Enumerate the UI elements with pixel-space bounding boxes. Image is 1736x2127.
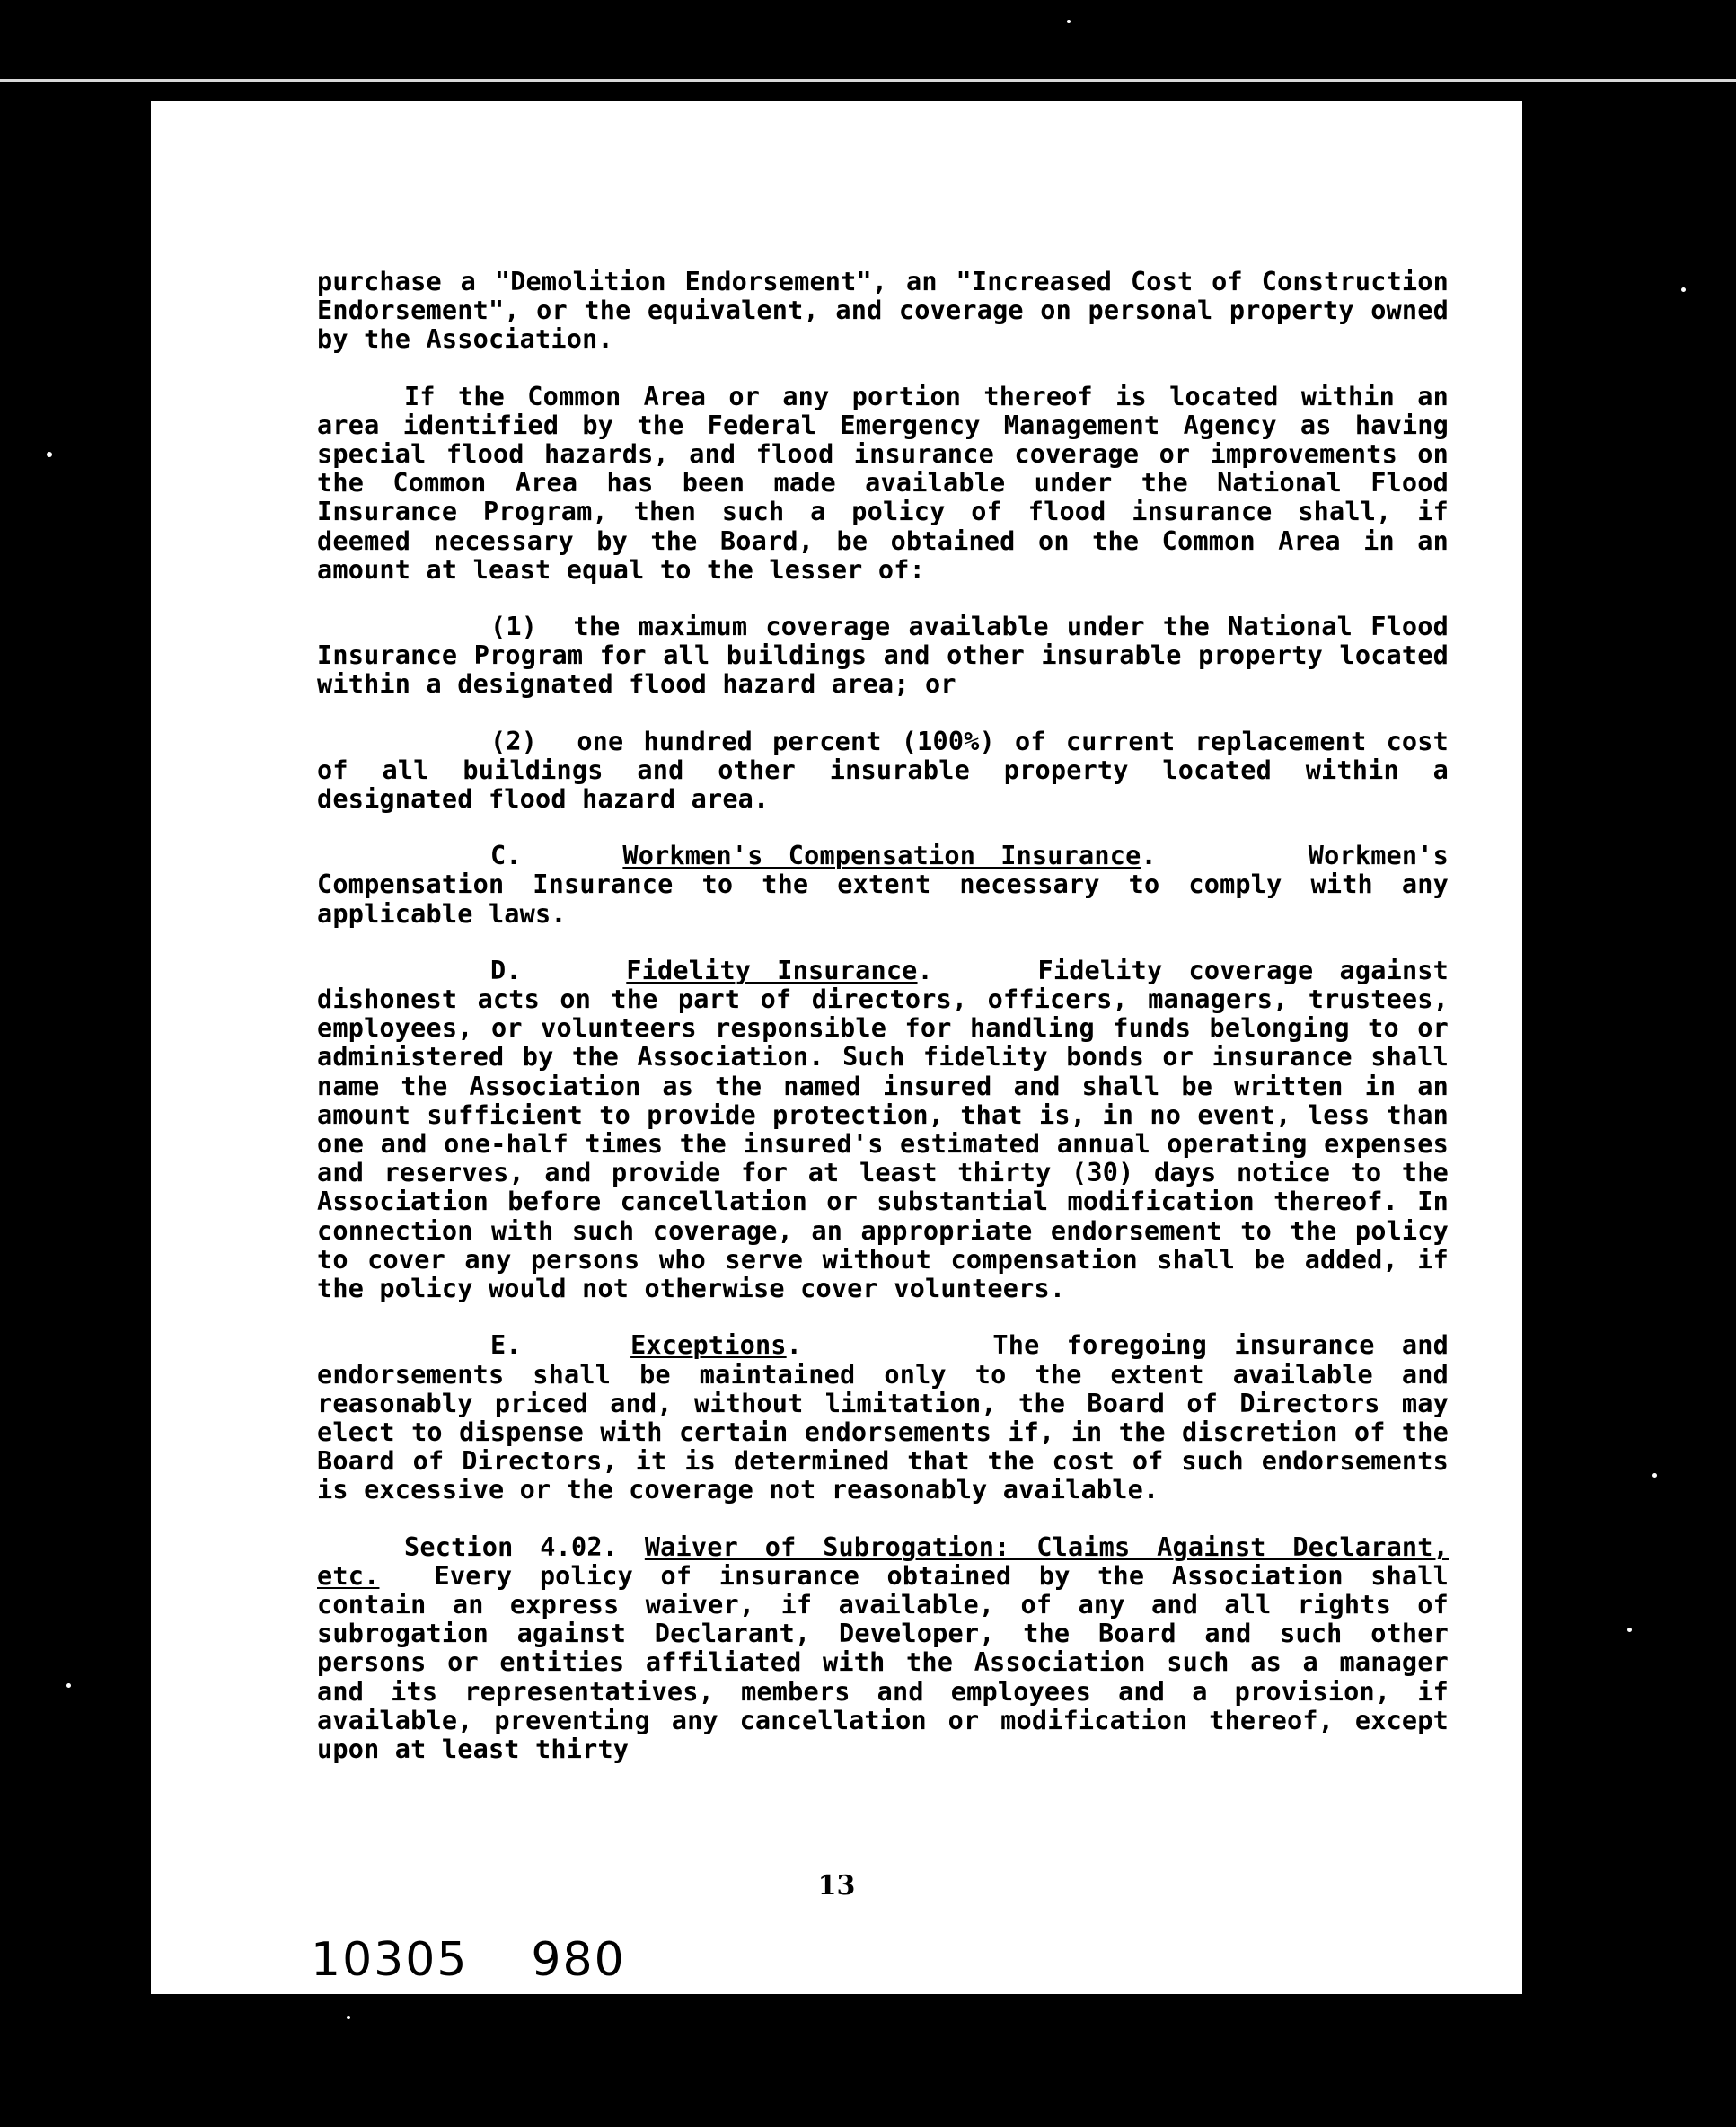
section-label: D. <box>490 955 522 985</box>
paragraph-demolition-endorsement <box>317 268 1449 355</box>
scan-speck <box>47 452 52 457</box>
paragraph-section-4-02 <box>317 1533 1449 1765</box>
section-label: E. <box>490 1330 522 1361</box>
paragraph-text: Fidelity coverage against dishonest acts on the part of directors, officers, managers, trustees, employees, or volunteers responsible for handling funds belonging to or administered by the Association. Such fidelity bonds or insurance shall name the Association as the named insured and shall be written in an amount sufficient to provide protection, that is, in no event, less than one and one-half times the insured's estimated annual operating expenses and reserves, and provide for at least thirty (30) days notice to the Association before cancellation or substantial modification thereof. In connection with such coverage, an appropriate endorsement to the policy to cover any persons who serve without compensation shall be added, if the policy would not otherwise cover volunteers. <box>317 955 1450 1304</box>
paragraph-text: one hundred percent (100%) of current replacement cost of all buildings and other insurable property located within a designated flood hazard area. <box>317 726 1450 815</box>
scan-speck <box>1067 20 1071 23</box>
stamp-right-number: 980 <box>531 1933 626 1987</box>
paragraph-flood-insurance <box>317 383 1449 585</box>
document-stamp <box>311 1933 626 1987</box>
section-heading: Workmen's Compensation Insurance <box>622 841 1141 871</box>
scan-speck <box>1681 287 1686 292</box>
paragraph-section-d: D. Fidelity Insurance. Fidelity coverage against dishonest acts on the part of directors, officers, managers, trustees, employees, or volunteers responsible for handling funds belonging to or administered by the Association. Such fidelity bonds or insurance shall name the Association as the named insured and shall be written in an amount sufficient to provide protection, that is, in no event, less than one and one-half times the insured's estimated annual operating expenses and reserves, and provide for at least thirty (30) days notice to the Association before cancellation or substantial modification thereof. In connection with such coverage, an appropriate endorsement to the policy to cover any persons who serve without compensation shall be added, if the policy would not otherwise cover volunteers. <box>317 955 1450 1304</box>
scan-border-line <box>0 79 1736 82</box>
paragraph-item-1 <box>317 613 1449 700</box>
section-heading: Waiver of Subrogation: Claims Against Declarant, etc. <box>317 1531 1449 1591</box>
item-label: (1) <box>490 612 538 642</box>
section-label: Section 4.02. <box>404 1531 619 1562</box>
item-label: (2) <box>490 726 538 756</box>
paragraph-section-c: C. Workmen's Compensation Insurance. Workmen's Compensation Insurance to the extent necessary to comply with any applicable laws. <box>317 841 1449 929</box>
paragraph-text: the maximum coverage available under the National Flood Insurance Program for all buildings and other insurable property located within a designated flood hazard area; or <box>317 612 1450 700</box>
paragraph-text: The foregoing insurance and endorsements shall be maintained only to the extent available and reasonably priced and, without limitation, the Board of Directors may elect to dispense with certain endorsements if, in the discretion of the Board of Directors, it is determined that the cost of such endorsements is excessive or the coverage not reasonably available. <box>317 1330 1450 1505</box>
paragraph-text: Every policy of insurance obtained by the Association shall contain an express waiver, if available, of any and all rights of subrogation against Declarant, Developer, the Board and such other persons or entities affiliated with the Association such as a manager and its representatives, members and employees and a provision, if available, preventing any cancellation or modification thereof, except upon at least thirty <box>317 1560 1449 1764</box>
stamp-left-number: 10305 <box>311 1933 469 1987</box>
section-label: C. <box>490 841 522 871</box>
scan-speck <box>66 1683 71 1688</box>
paragraph-text: If the Common Area or any portion thereof is located within an area identified by the Federal Emergency Management Agency as having special flood hazards, and flood insurance coverage or improvements on the Common Area has been made available under the National Flood Insurance Program, then such a policy of flood insurance shall, if deemed necessary by the Board, be obtained on the Common Area in an amount at least equal to the lesser of: <box>317 381 1449 585</box>
section-heading: Fidelity Insurance <box>626 955 918 985</box>
paragraph-item-2 <box>317 728 1449 815</box>
scan-speck <box>1627 1628 1632 1632</box>
document-page <box>151 101 1522 1994</box>
paragraph-text: purchase a "Demolition Endorsement", an "Increased Cost of Construction Endorsement", or the equivalent, and coverage on personal property owned by the Association. <box>317 267 1449 355</box>
scan-speck <box>347 2016 350 2019</box>
section-heading: Exceptions <box>630 1330 787 1361</box>
page-number: 13 <box>817 1870 856 1902</box>
paragraph-text: Workmen's Compensation Insurance to the extent necessary to comply with any applicable laws. <box>317 841 1449 929</box>
scan-speck <box>1652 1473 1657 1478</box>
document-body <box>317 268 1449 1792</box>
paragraph-section-e: E. Exceptions. The foregoing insurance and endorsements shall be maintained only to the extent available and reasonably priced and, without limitation, the Board of Directors may elect to dispense with certain endorsements if, in the discretion of the Board of Directors, it is determined that the cost of such endorsements is excessive or the coverage not reasonably available. <box>317 1330 1450 1505</box>
